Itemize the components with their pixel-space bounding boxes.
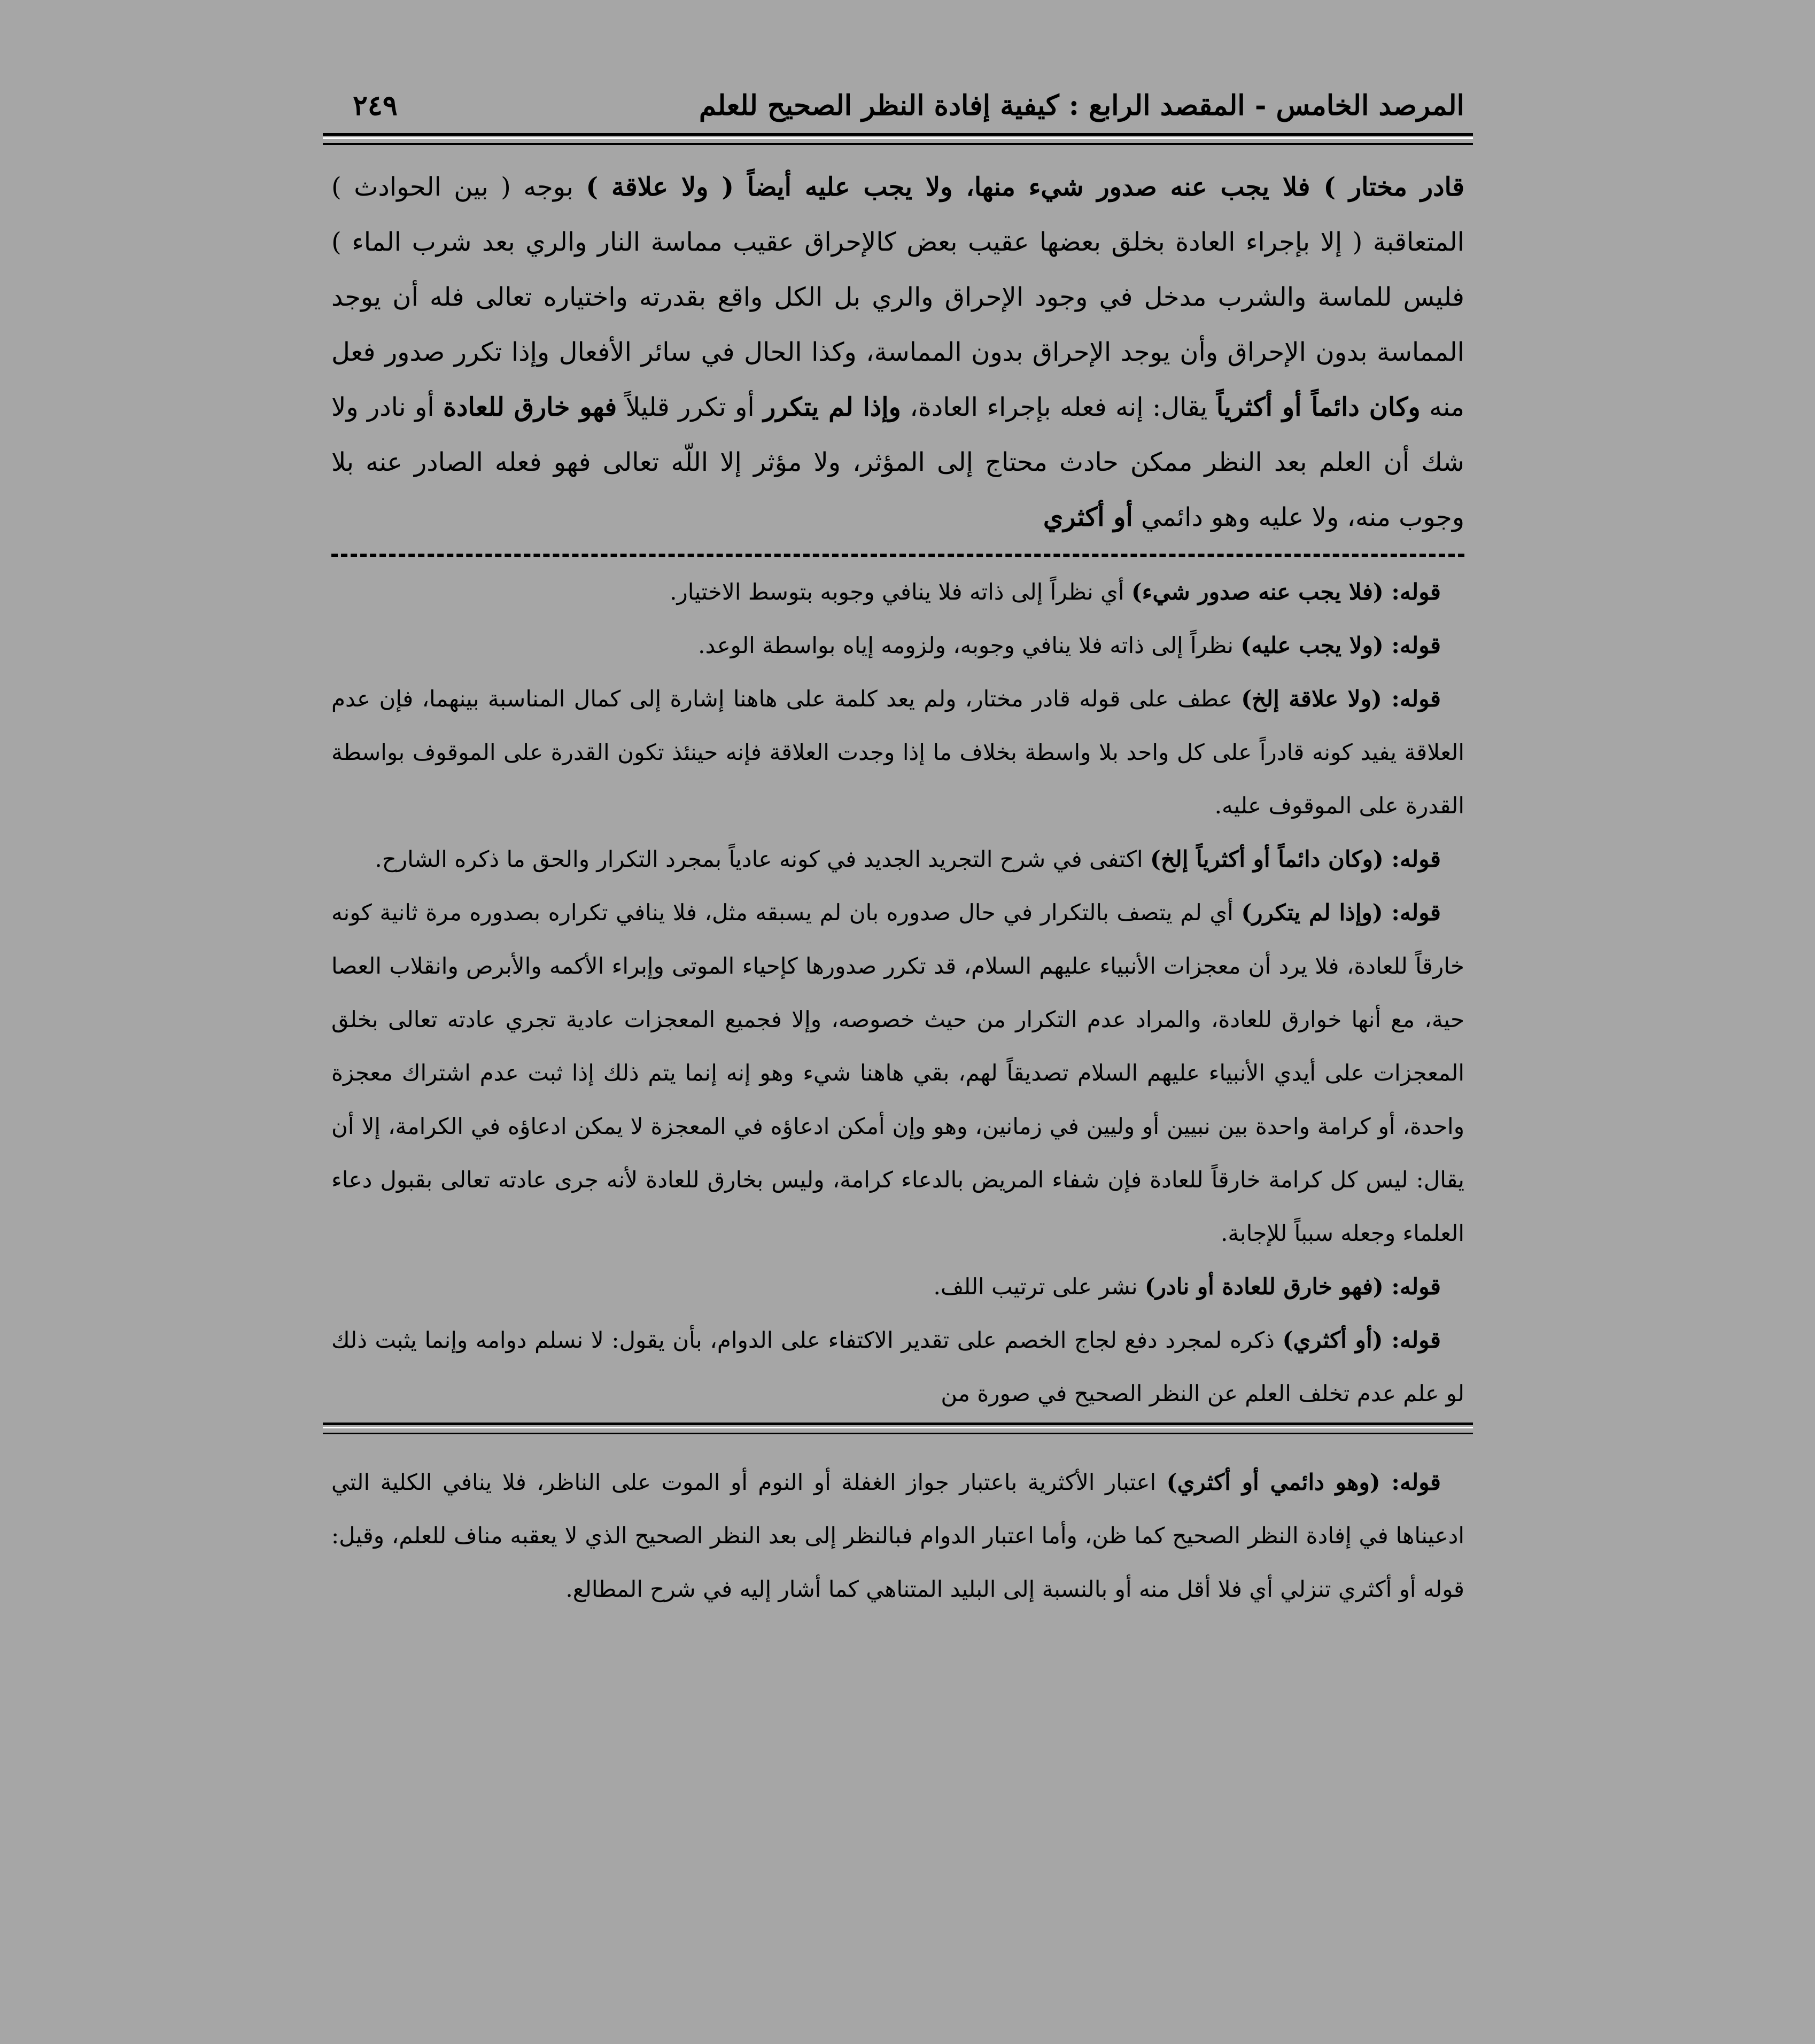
header-rule <box>323 133 1473 145</box>
commentary-separator <box>331 554 1464 557</box>
note-label: قوله: <box>1383 632 1441 658</box>
note-label: قوله: <box>1383 899 1441 926</box>
gloss-quote: (وهو دائمي أو أكثري) <box>1166 1469 1380 1495</box>
note-text: نظراً إلى ذاته فلا ينافي وجوبه، ولزومه إياه بواسطة الوعد. <box>698 632 1241 658</box>
book-page <box>331 80 1464 1616</box>
page-number: ٢٤٩ <box>353 89 398 122</box>
commentary-notes <box>331 565 1464 1420</box>
note-quote: (وإذا لم يتكرر) <box>1241 899 1383 926</box>
running-header <box>331 80 1464 131</box>
main-text-run: أو نادر ولا شك أن العلم بعد النظر ممكن حادث محتاج إلى المؤثر، ولا مؤثر إلا اللّه تعالى فهو فعله الصادر عنه بلا وجوب منه، ولا عليه وهو دائمي <box>331 392 1464 532</box>
commentary-note <box>331 619 1464 672</box>
commentary-note <box>331 672 1464 833</box>
gloss-label: قوله: <box>1380 1469 1441 1495</box>
note-label: قوله: <box>1382 686 1441 712</box>
note-label: قوله: <box>1383 579 1441 605</box>
gloss-text: اعتبار الأكثرية باعتبار جواز الغفلة أو النوم أو الموت على الناظر، فلا ينافي الكلية التي ادعيناها في إفادة النظر الصحيح كما ظن، وأما اعتبار الدوام فبالنظر إلى بعد النظر الصحيح الذي لا يعقبه مناف للعلم، وقيل: قوله أو أكثري تنزلي أي فلا أقل منه أو بالنسبة إلى البليد المتناهي كما أشار إليه في شرح المطالع. <box>331 1469 1464 1602</box>
gloss-note <box>331 1456 1464 1616</box>
note-quote: (وكان دائماً أو أكثرياً إلخ) <box>1150 846 1384 872</box>
note-quote: (أو أكثري) <box>1282 1327 1383 1353</box>
note-text: اكتفى في شرح التجريد الجديد في كونه عادياً بمجرد التكرار والحق ما ذكره الشارح. <box>375 846 1150 872</box>
note-label: قوله: <box>1383 1273 1441 1300</box>
commentary-note <box>331 1260 1464 1314</box>
commentary-note <box>331 833 1464 886</box>
main-text <box>331 160 1464 545</box>
note-quote: (فهو خارق للعادة أو نادر) <box>1144 1273 1384 1300</box>
gloss-rule <box>323 1423 1473 1434</box>
note-label: قوله: <box>1383 1327 1441 1353</box>
commentary-note <box>331 565 1464 619</box>
note-text: نشر على ترتيب اللف. <box>933 1273 1145 1300</box>
note-label: قوله: <box>1383 846 1441 872</box>
main-bold-phrase: وإذا لم يتكرر <box>763 392 901 422</box>
gloss-section <box>331 1456 1464 1616</box>
commentary-note <box>331 886 1464 1260</box>
note-quote: (فلا يجب عنه صدور شيء) <box>1131 579 1384 605</box>
main-text-run: أو تكرر قليلاً <box>617 392 764 422</box>
note-text: عطف على قوله قادر مختار، ولم يعد كلمة على هاهنا إشارة إلى كمال المناسبة بينهما، فإن عدم العلاقة يفيد كونه قادراً على كل واحد بلا واسطة بخلاف ما إذا وجدت العلاقة فإنه حينئذ تكون القدرة على الموقوف بواسطة القدرة على الموقوف عليه. <box>331 686 1464 819</box>
header-title: المرصد الخامس - المقصد الرابع : كيفية إفادة النظر الصحيح للعلم <box>699 89 1464 122</box>
main-bold-phrase: فهو خارق للعادة <box>443 392 617 422</box>
main-bold-phrase: وكان دائماً أو أكثرياً <box>1216 392 1421 422</box>
main-text-run: يقال: إنه فعله بإجراء العادة، <box>901 392 1216 422</box>
main-text-run: بوجه ( بين الحوادث ) المتعاقبة ( إلا بإجراء العادة بخلق بعضها عقيب بعض كالإحراق عقيب مماسة النار والري بعد شرب الماء ) فليس للماسة والشرب مدخل في وجود الإحراق والري بل الكل واقع بقدرته واختياره تعالى فله أن يوجد المماسة بدون الإحراق وأن يوجد الإحراق بدون المماسة، وكذا الحال في سائر الأفعال وإذا تكرر صدور فعل منه <box>331 172 1465 422</box>
note-quote: (ولا علاقة إلخ) <box>1241 686 1382 712</box>
note-text: أي لم يتصف بالتكرار في حال صدوره بان لم يسبقه مثل، فلا ينافي تكراره بصدوره مرة ثانية كونه خارقاً للعادة، فلا يرد أن معجزات الأنبياء عليهم السلام، قد تكرر صدورها كإحياء الموتى وإبراء الأكمه والأبرص وانقلاب العصا حية، مع أنها خوارق للعادة، والمراد عدم التكرار من حيث خصوصه، وإلا فجميع المعجزات عادية تجري عادته تعالى بخلق المعجزات على أيدي الأنبياء عليهم السلام تصديقاً لهم، بقي هاهنا شيء وهو إنه إنما يتم ذلك إذا ثبت عدم اشتراك معجزة واحدة، أو كرامة واحدة بين نبيين أو وليين في زمانين، وهو وإن أمكن ادعاؤه في المعجزة لا يمكن ادعاؤه في الكرامة، إلا أن يقال: ليس كل كرامة خارقاً للعادة فإن شفاء المريض بالدعاء كرامة، وليس بخارق للعادة لأنه جرى عادته تعالى بقبول دعاء العلماء وجعله سبباً للإجابة. <box>331 899 1464 1246</box>
note-text: ذكره لمجرد دفع لجاج الخصم على تقدير الاكتفاء على الدوام، بأن يقول: لا نسلم دوامه وإنما يثبت ذلك لو علم عدم تخلف العلم عن النظر الصحيح في صورة من <box>331 1327 1464 1406</box>
note-text: أي نظراً إلى ذاته فلا ينافي وجوبه بتوسط الاختيار. <box>670 579 1131 605</box>
main-bold-phrase: أو أكثري <box>1043 502 1133 532</box>
main-bold-phrase: قادر مختار ) فلا يجب عنه صدور شيء منها، ولا يجب عليه أيضاً ( ولا علاقة ) <box>586 172 1465 202</box>
commentary-note <box>331 1314 1464 1420</box>
note-quote: (ولا يجب عليه) <box>1240 632 1384 658</box>
